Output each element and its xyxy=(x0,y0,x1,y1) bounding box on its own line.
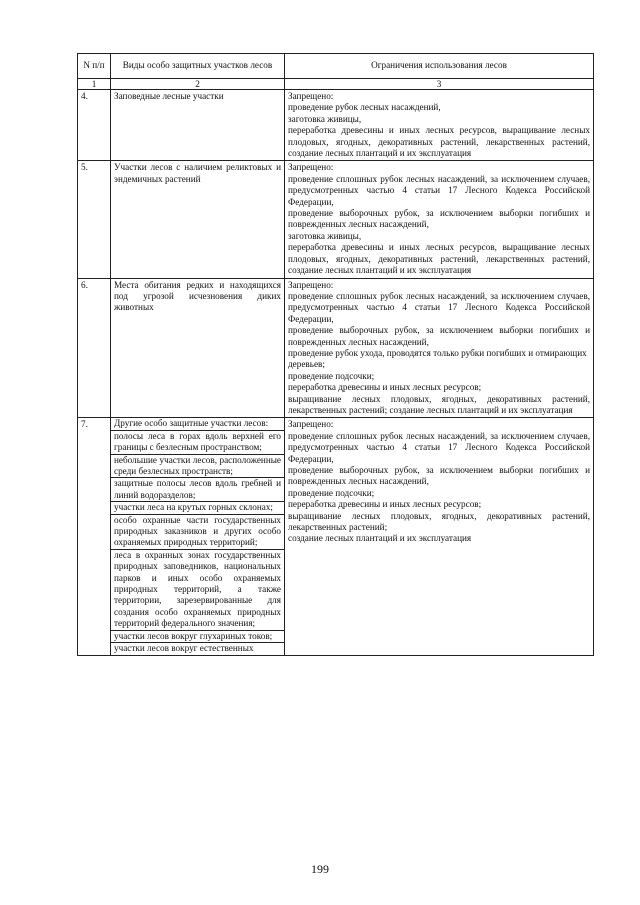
restriction-line: выращивание лесных плодовых, ягодных, декоративных растений, лекарственных растений; xyxy=(288,510,590,533)
row-restrictions xyxy=(285,90,594,161)
header-num: N п/п xyxy=(78,54,111,79)
row-number: 6. xyxy=(78,278,111,418)
restriction-line: проведение сплошных рубок лесных насаждений, за исключением случаев, предусмотренных частью 4 статьи 17 Лесного Кодекса Российской Федерации, xyxy=(288,173,590,207)
restriction-line: Запрещено: xyxy=(288,279,334,290)
col-number: 1 xyxy=(78,79,111,90)
type-item: участки лесов вокруг глухариных токов; xyxy=(111,631,284,643)
row-number: 4. xyxy=(78,90,111,161)
protected-areas-table xyxy=(77,53,594,656)
restriction-line: проведение рубок лесных насаждений, xyxy=(288,102,441,113)
restriction-line: проведение подсочки; xyxy=(288,487,375,498)
restriction-line: Запрещено: xyxy=(288,91,334,101)
restriction-line: переработка древесины и иных лесных ресурсов, выращивание лесных плодовых, ягодных, декоративных растений, лекарственных растений, создание лесных плантаций и их эксплуатация xyxy=(288,125,590,159)
restriction-line: проведение рубок ухода, проводятся только рубки погибших и отмирающих деревьев; xyxy=(288,347,587,370)
type-item: небольшие участки лесов, расположенные среди безлесных пространств; xyxy=(111,455,284,479)
document-page xyxy=(77,53,593,656)
table-header-row xyxy=(78,54,594,79)
restriction-line: переработка древесины и иных лесных ресурсов, выращивание лесных плодовых, ягодных, декоративных растений, лекарственных растений, создание лесных плантаций и их эксплуатация xyxy=(288,242,590,276)
restriction-line: проведение сплошных рубок лесных насаждений, за исключением случаев, предусмотренных частью 4 статьи 17 Лесного Кодекса Российской Федерации, xyxy=(288,430,590,464)
restriction-line: проведение выборочных рубок, за исключением выборки погибших и поврежденных лесных насаждений, xyxy=(288,208,590,230)
restriction-line: проведение выборочных рубок, за исключением выборки погибших и поврежденных лесных насаждений, xyxy=(288,325,590,347)
row-number: 5. xyxy=(78,161,111,278)
row-restrictions xyxy=(285,161,594,278)
type-item: участки лесов вокруг естественных xyxy=(114,643,254,654)
restriction-line: проведение выборочных рубок, за исключением выборки погибших и поврежденных лесных насаждений, xyxy=(288,465,590,487)
restriction-line: проведение подсочки; xyxy=(288,370,375,381)
type-item: Другие особо защитные участки лесов: xyxy=(111,418,284,430)
header-type: Виды особо защитных участков лесов xyxy=(111,54,285,79)
type-text: Заповедные лесные участки xyxy=(114,91,224,101)
type-item: участки леса на крутых горных склонах; xyxy=(111,502,284,514)
type-item: особо охранные части государственных природных заказников и других особо охраняемых природных территорий; xyxy=(111,515,284,550)
type-item: защитные полосы лесов вдоль гребней и линий водоразделов; xyxy=(111,478,284,502)
restriction-line: заготовка живицы, xyxy=(288,230,362,241)
type-text: Участки лесов с наличием реликтовых и эндемичных растений xyxy=(114,162,281,184)
table-row xyxy=(78,90,594,161)
type-item: леса в охранных зонах государственных природных заповедников, национальных парков и иных особо охраняемых природных территорий, а также территории, зарезервированные для создания особо охраняемых природных территорий федерального значения; xyxy=(111,550,284,631)
table-row xyxy=(78,161,594,278)
row-restrictions xyxy=(285,418,594,655)
col-number: 2 xyxy=(111,79,285,90)
type-item: полосы леса в горах вдоль верхней его границы с безлесным пространством; xyxy=(111,431,284,455)
row-type xyxy=(111,90,285,161)
column-number-row xyxy=(78,79,594,90)
table-row xyxy=(78,278,594,418)
row-restrictions xyxy=(285,278,594,418)
page-number: 199 xyxy=(311,862,329,876)
restriction-line: заготовка живицы, xyxy=(288,113,362,124)
restriction-line: проведение сплошных рубок лесных насаждений, за исключением случаев, предусмотренных частью 4 статьи 17 Лесного Кодекса Российской Федерации, xyxy=(288,290,590,324)
type-text: Места обитания редких и находящихся под угрозой исчезновения диких животных xyxy=(114,279,281,313)
header-restrictions: Ограничения использования лесов xyxy=(285,54,594,79)
row-type xyxy=(111,161,285,278)
restriction-line: переработка древесины и иных лесных ресурсов; xyxy=(288,382,482,393)
restriction-line: Запрещено: xyxy=(288,162,334,173)
restriction-line: переработка древесины и иных лесных ресурсов; xyxy=(288,499,482,510)
row-type xyxy=(111,418,285,655)
row-number: 7. xyxy=(78,418,111,655)
restriction-line: создание лесных плантаций и их эксплуатация xyxy=(288,533,472,544)
table-row xyxy=(78,418,594,655)
restriction-line: выращивание лесных плодовых, ягодных, декоративных растений, лекарственных растений; создание лесных плантаций и их эксплуатация xyxy=(288,393,590,415)
col-number: 3 xyxy=(285,79,594,90)
restriction-line: Запрещено: xyxy=(288,419,334,430)
row-type xyxy=(111,278,285,418)
